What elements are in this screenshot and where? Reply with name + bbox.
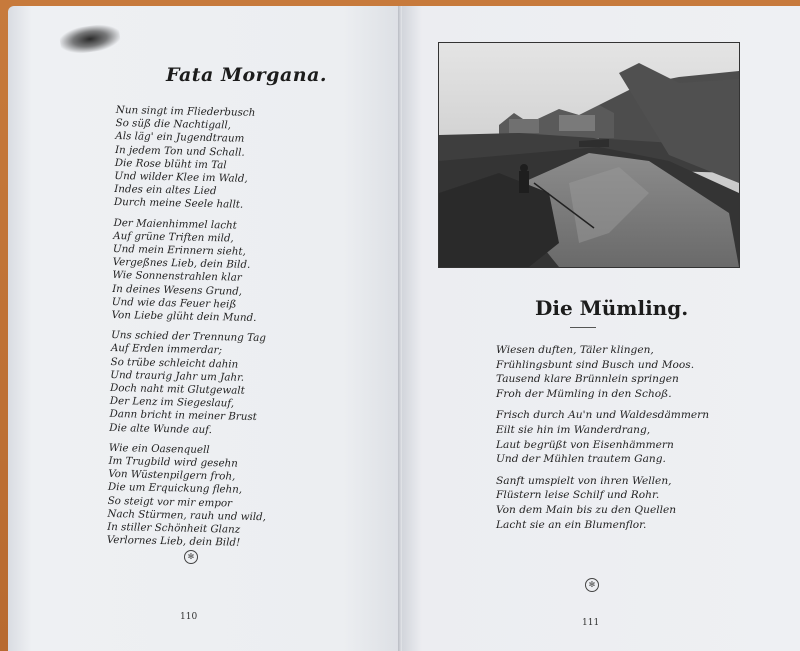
open-book: [8, 6, 800, 651]
poem-line: Lacht sie an ein Blumenflor.: [496, 518, 647, 531]
poem-line: Und mein Erinnern sieht,: [112, 243, 246, 258]
left-page-number: 110: [180, 612, 198, 622]
poem-line: Die um Erquickung flehn,: [107, 481, 243, 497]
right-page-title: Die Mümling.: [535, 296, 689, 320]
poem-line: Die alte Wunde auf.: [109, 421, 213, 436]
ornament-icon: ✻: [585, 578, 599, 592]
thumb-smudge: [58, 22, 121, 56]
river-landscape-icon: [439, 43, 739, 267]
poem-line: So süß die Nachtigall,: [115, 117, 232, 132]
poem-line: Froh der Mümling in den Schoß.: [496, 387, 672, 400]
ornament-icon: ✻: [184, 550, 198, 564]
poem-line: Wie ein Oasenquell: [108, 441, 210, 456]
poem-line: Dann bricht in meiner Brust: [109, 408, 257, 424]
stanza: [496, 408, 756, 466]
poem-line: Vergeßnes Lieb, dein Bild.: [112, 256, 251, 272]
right-page-number: 111: [582, 618, 600, 628]
poem-line: So steigt vor mir empor: [107, 494, 233, 510]
poem-line: Und der Mühlen trautem Gang.: [496, 453, 666, 466]
poem-line: Von dem Main bis zu den Quellen: [496, 503, 677, 516]
poem-line: Frisch durch Au'n und Waldesdämmern: [496, 409, 710, 422]
poem-line: Flüstern leise Schilf und Rohr.: [496, 489, 660, 502]
poem-line: Und wilder Klee im Wald,: [114, 170, 248, 185]
poem-line: Tausend klare Brünnlein springen: [496, 373, 679, 386]
poem-line: Auf Erden immerdar;: [110, 342, 223, 357]
left-poem: [107, 104, 326, 559]
poem-line: Sanft umspielt von ihren Wellen,: [496, 474, 672, 487]
poem-line: Eilt sie hin im Wanderdrang,: [496, 423, 651, 436]
poem-line: Im Trugbild wird gesehn: [108, 455, 239, 470]
poem-line: Frühlingsbunt sind Busch und Moos.: [496, 358, 695, 371]
left-page-title: Fata Morgana.: [166, 64, 328, 86]
stanza: [107, 442, 319, 552]
poem-line: Durch meine Seele hallt.: [113, 196, 244, 212]
right-poem: [496, 343, 756, 539]
poem-line: In stiller Schönheit Glanz: [107, 521, 241, 536]
left-page: [8, 6, 402, 651]
poem-line: Der Lenz im Siegeslauf,: [109, 395, 235, 410]
right-page: [402, 6, 800, 651]
stanza: [109, 329, 321, 439]
poem-line: Uns schied der Trennung Tag: [111, 329, 267, 345]
poem-line: Nach Stürmen, rauh und wild,: [107, 507, 267, 524]
poem-line: Wie Sonnenstrahlen klar: [112, 269, 242, 285]
poem-line: Auf grüne Triften mild,: [113, 229, 234, 245]
poem-line: Von Liebe glüht dein Mund.: [111, 309, 257, 325]
stanza: [111, 217, 323, 327]
poem-line: Von Wüstenpilgern froh,: [108, 468, 236, 483]
poem-line: Als läg' ein Jugendtraum: [115, 130, 245, 146]
poem-line: Und wie das Feuer heiß: [111, 295, 237, 311]
poem-line: Die Rose blüht im Tal: [114, 156, 227, 172]
poem-line: Nun singt im Fliederbusch: [115, 104, 256, 119]
poem-line: So trübe schleicht dahin: [110, 355, 239, 371]
river-landscape-photo: [438, 42, 740, 268]
poem-line: Doch naht mit Glutgewalt: [109, 382, 245, 397]
poem-line: In deines Wesens Grund,: [112, 282, 243, 298]
poem-line: Und traurig Jahr um Jahr.: [110, 368, 245, 384]
poem-line: Indes ein altes Lied: [114, 183, 217, 198]
stanza: [496, 343, 756, 401]
poem-line: Laut begrüßt von Eisenhämmern: [496, 438, 674, 451]
poem-line: Der Maienhimmel lacht: [113, 216, 237, 232]
stanza: [114, 104, 326, 214]
stanza: [496, 474, 756, 532]
poem-line: Wiesen duften, Täler klingen,: [496, 344, 654, 356]
poem-line: In jedem Ton und Schall.: [114, 143, 245, 159]
title-divider: [570, 327, 596, 328]
poem-line: Verlornes Lieb, dein Bild!: [106, 534, 241, 549]
